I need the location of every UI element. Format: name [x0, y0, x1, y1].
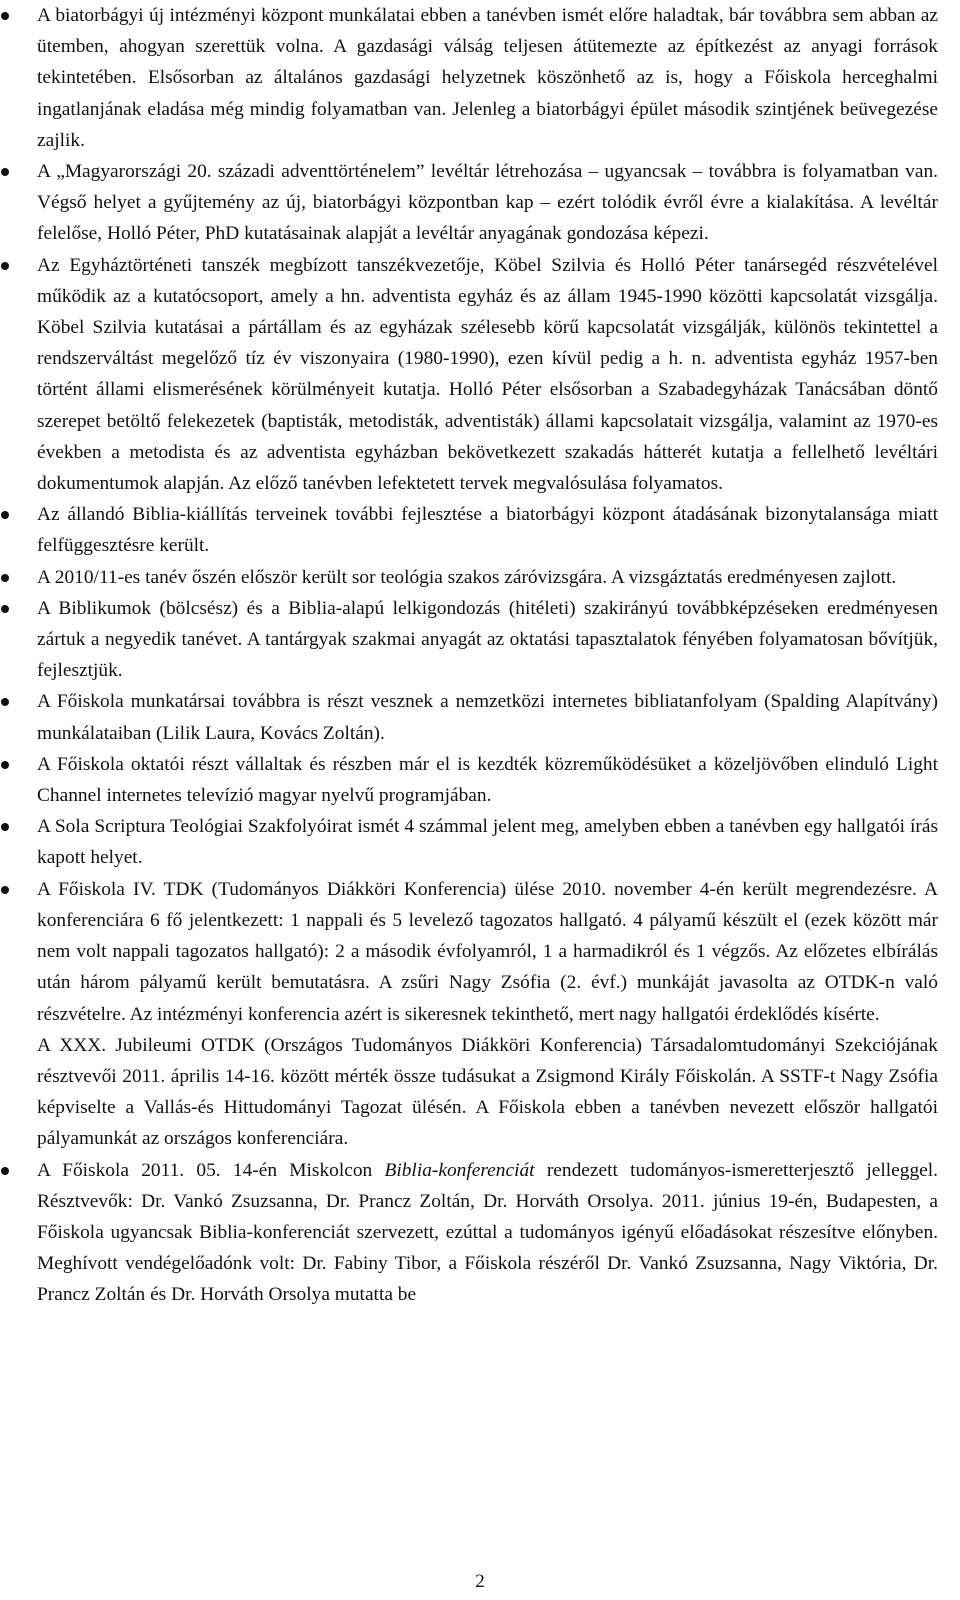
list-item-research-group	[0, 250, 960, 500]
page-number: 2	[475, 1571, 485, 1592]
list-item-light-channel	[0, 749, 960, 811]
bullet-icon	[1, 823, 9, 831]
bullet-icon	[1, 605, 9, 613]
bullet-icon	[1, 511, 9, 519]
bullet-icon	[1, 262, 9, 270]
list-item-sola-scriptura	[0, 811, 960, 873]
list-item-text: A biatorbágyi új intézményi központ munkálatai ebben a tanévben ismét előre haladtak, bár továbbra sem abban az ütemben, ahogyan szerettük volna. A gazdasági válság teljesen átütemezte az építkezést az anyagi források tekintetében. Elsősorban az általános gazdasági helyzetnek köszönhető az is, hogy a Főiskola herceghalmi ingatlanjának eladása még mindig folyamatban van. Jelenleg a biatorbágyi épület második szintjének beüvegezése zajlik.	[37, 5, 938, 151]
list-item-archive	[0, 156, 960, 250]
bullet-icon	[1, 1167, 9, 1175]
list-item-bible-conference	[0, 1155, 960, 1311]
list-item-text-end: rendezett tudományos-ismeretterjesztő jelleggel. Résztvevők: Dr. Vankó Zsuzsanna, Dr. Prancz Zoltán, Dr. Horváth Orsolya. 2011. június 19-én, Budapesten, a Főiskola ugyancsak Biblia-konferenciát szervezett, ezúttal a tudományos igényű előadásokat részesítve előnyben. Meghívott vendégelőadónk volt: Dr. Fabiny Tibor, a Főiskola részéről Dr. Vankó Zsuzsanna, Nagy Viktória, Dr. Prancz Zoltán és Dr. Horváth Orsolya mutatta be	[37, 1159, 938, 1306]
bullet-icon	[1, 168, 9, 176]
list-item-final-exam	[0, 562, 960, 593]
list-item-bible-course	[0, 686, 960, 748]
list-item-text-start: A Főiskola 2011. 05. 14-én Miskolcon	[37, 1159, 385, 1181]
list-item-text-otdk: A XXX. Jubileumi OTDK (Országos Tudományos Diákköri Konferencia) Társadalomtudományi Szekciójának résztvevői 2011. április 14-16. között mérték össze tudásukat a Zsigmond Király Főiskolán. A SSTF-t Nagy Zsófia képviselte a Vallás-és Hittudományi Tagozat ülésén. A Főiskola ebben a tanévben nevezett először hallgatói pályamunkát az országos konferenciára.	[37, 1034, 938, 1150]
bullet-icon	[1, 12, 9, 20]
conference-title: Biblia-konferenciát	[384, 1159, 535, 1181]
list-item-tdk	[0, 874, 960, 1155]
list-item-text: Az Egyháztörténeti tanszék megbízott tanszékvezetője, Köbel Szilvia és Holló Péter tanársegéd részvételével működik az a kutatócsoport, amely a hn. adventista egyház és az állam 1945-1990 közötti kapcsolatát vizsgálja. Köbel Szilvia kutatásai a pártállam és az egyházak szélesebb körű kapcsolatát vizsgálják, különös tekintettel a rendszerváltást megelőző tíz év viszonyaira (1980-1990), ezen kívül pedig a h. n. adventista egyház 1957-ben történt állami elismerésének körülményeit kutatja. Holló Péter elsősorban a Szabadegyházak Tanácsában döntő szerepet betöltő felekezetek (baptisták, metodisták, adventisták) állami kapcsolatait vizsgálja, valamint az 1970-es években a metodista és az adventista egyházban bekövetkezett szakadás hátterét kutatja a fellelhető levéltári dokumentumok alapján. Az előző tanévben lefektetett tervek megvalósulása folyamatos.	[37, 254, 938, 495]
list-item-text: A 2010/11-es tanév őszén először került sor teológia szakos záróvizsgára. A vizsgáztatás eredményesen zajlott.	[37, 566, 897, 588]
list-item-bible-exhibition	[0, 499, 960, 561]
list-item-text: A Főiskola IV. TDK (Tudományos Diákköri Konferencia) ülése 2010. november 4-én került megrendezésre. A konferenciára 6 fő jelentkezett: 1 nappali és 5 levelező tagozatos hallgató. 4 pályamű készült el (ezek között már nem volt nappali tagozatos hallgató): 2 a második évfolyamról, 1 a harmadikról és 1 végzős. Az előzetes elbírálás után három pályamű került bemutatásra. A zsűri Nagy Zsófia (2. évf.) munkáját javasolta az OTDK-n való részvételre. Az intézményi konferencia azért is sikeresnek tekinthető, mert nagy hallgatói érdeklődés kísérte.	[37, 878, 938, 1025]
list-item-text: A Biblikumok (bölcsész) és a Biblia-alapú lelkigondozás (hitéleti) szakirányú továbbképzéseken eredményesen zártuk a negyedik tanévet. A tantárgyak szakmai anyagát az oktatási tapasztalatok fényében folyamatosan bővítjük, fejlesztjük.	[37, 597, 938, 682]
list-item-text: Az állandó Biblia-kiállítás terveinek további fejlesztése a biatorbágyi központ átadásának bizonytalansága miatt felfüggesztésre került.	[37, 504, 938, 557]
list-item-further-training	[0, 593, 960, 687]
bullet-icon	[1, 886, 9, 894]
list-item-text: A Főiskola munkatársai továbbra is részt vesznek a nemzetközi internetes bibliatanfolyam (Spalding Alapítvány) munkálataiban (Lilik Laura, Kovács Zoltán).	[37, 691, 938, 744]
list-item-text	[37, 1155, 938, 1311]
bullet-icon	[1, 698, 9, 706]
list-item-text: A Sola Scriptura Teológiai Szakfolyóirat ismét 4 számmal jelent meg, amelyben ebben a tanévben egy hallgatói írás kapott helyet.	[37, 816, 938, 869]
list-item-text: A „Magyarországi 20. századi adventtörténelem” levéltár létrehozása – ugyancsak – továbbra is folyamatban van. Végső helyet a gyűjtemény az új, biatorbágyi központban kap – ezért tolódik évről évre a kialakítása. A levéltár felelőse, Holló Péter, PhD kutatásainak alapját a levéltár anyagának gondozása képezi.	[37, 161, 938, 245]
bullet-icon	[1, 574, 9, 582]
bullet-icon	[1, 761, 9, 769]
list-item-text: A Főiskola oktatói részt vállaltak és részben már el is kezdték közreműködésüket a közeljövőben elinduló Light Channel internetes televízió magyar nyelvű programjában.	[37, 753, 938, 807]
list-item-building	[0, 0, 960, 156]
